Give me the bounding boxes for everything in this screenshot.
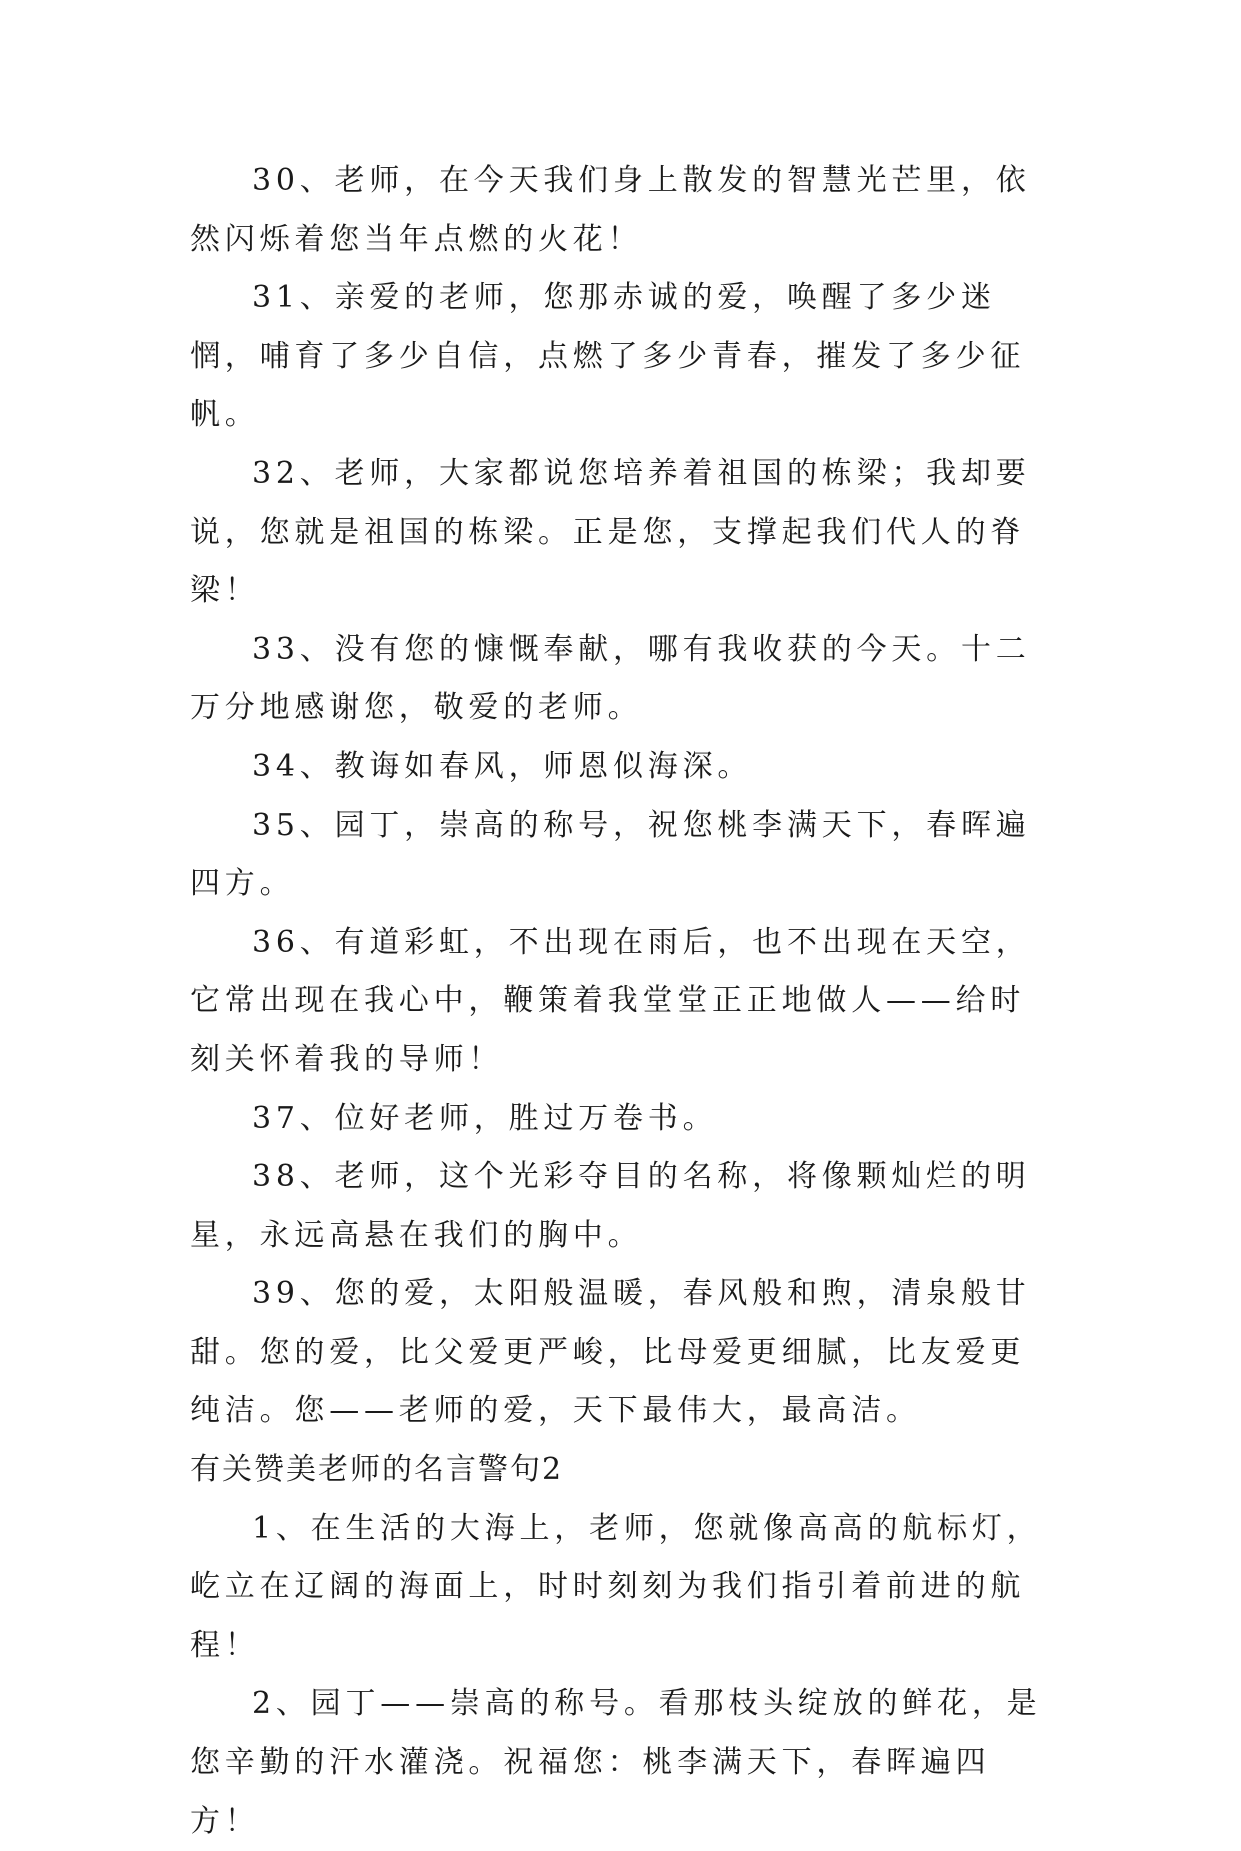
paragraph-36: 36、有道彩虹，不出现在雨后，也不出现在天空，它常出现在我心中，鞭策着我堂堂正正地做人——给时刻关怀着我的导师！ [190,924,1031,1077]
paragraph-30: 30、老师，在今天我们身上散发的智慧光芒里，依然闪烁着您当年点燃的火花！ [190,163,1031,257]
section-paragraph-2: 2、园丁——崇高的称号。看那枝头绽放的鲜花，是您辛勤的汗水灌浇。祝福您：桃李满天下，春晖遍四方！ [190,1686,1042,1839]
paragraph-33: 33、没有您的慷慨奉献，哪有我收获的今天。十二万分地感谢您，敬爱的老师。 [190,631,1031,726]
paragraph-34: 34、教诲如春风，师恩似海深。 [252,748,753,784]
section-heading: 有关赞美老师的名言警句2 [190,1452,564,1488]
paragraph-38: 38、老师，这个光彩夺目的名称，将像颗灿烂的明星，永远高悬在我们的胸中。 [190,1159,1031,1253]
paragraph-39: 39、您的爱，太阳般温暖，春风般和煦，清泉般甘甜。您的爱，比父爱更严峻，比母爱更细腻，比友爱更纯洁。您——老师的爱，天下最伟大，最高洁。 [190,1276,1031,1429]
document-body [190,152,1050,1851]
paragraph-37: 37、位好老师，胜过万卷书。 [252,1100,718,1136]
paragraph-31: 31、亲爱的老师，您那赤诚的爱，唤醒了多少迷惘，哺育了多少自信，点燃了多少青春，摧发了多少征帆。 [190,280,1026,433]
paragraph-35: 35、园丁，崇高的称号，祝您桃李满天下，春晖遍四方。 [190,807,1031,902]
paragraph-32: 32、老师，大家都说您培养着祖国的栋梁；我却要说，您就是祖国的栋梁。正是您，支撑起我们代人的脊梁！ [190,455,1031,609]
section-paragraph-1: 1、在生活的大海上，老师，您就像高高的航标灯，屹立在辽阔的海面上，时时刻刻为我们指引着前进的航程！ [190,1510,1042,1663]
